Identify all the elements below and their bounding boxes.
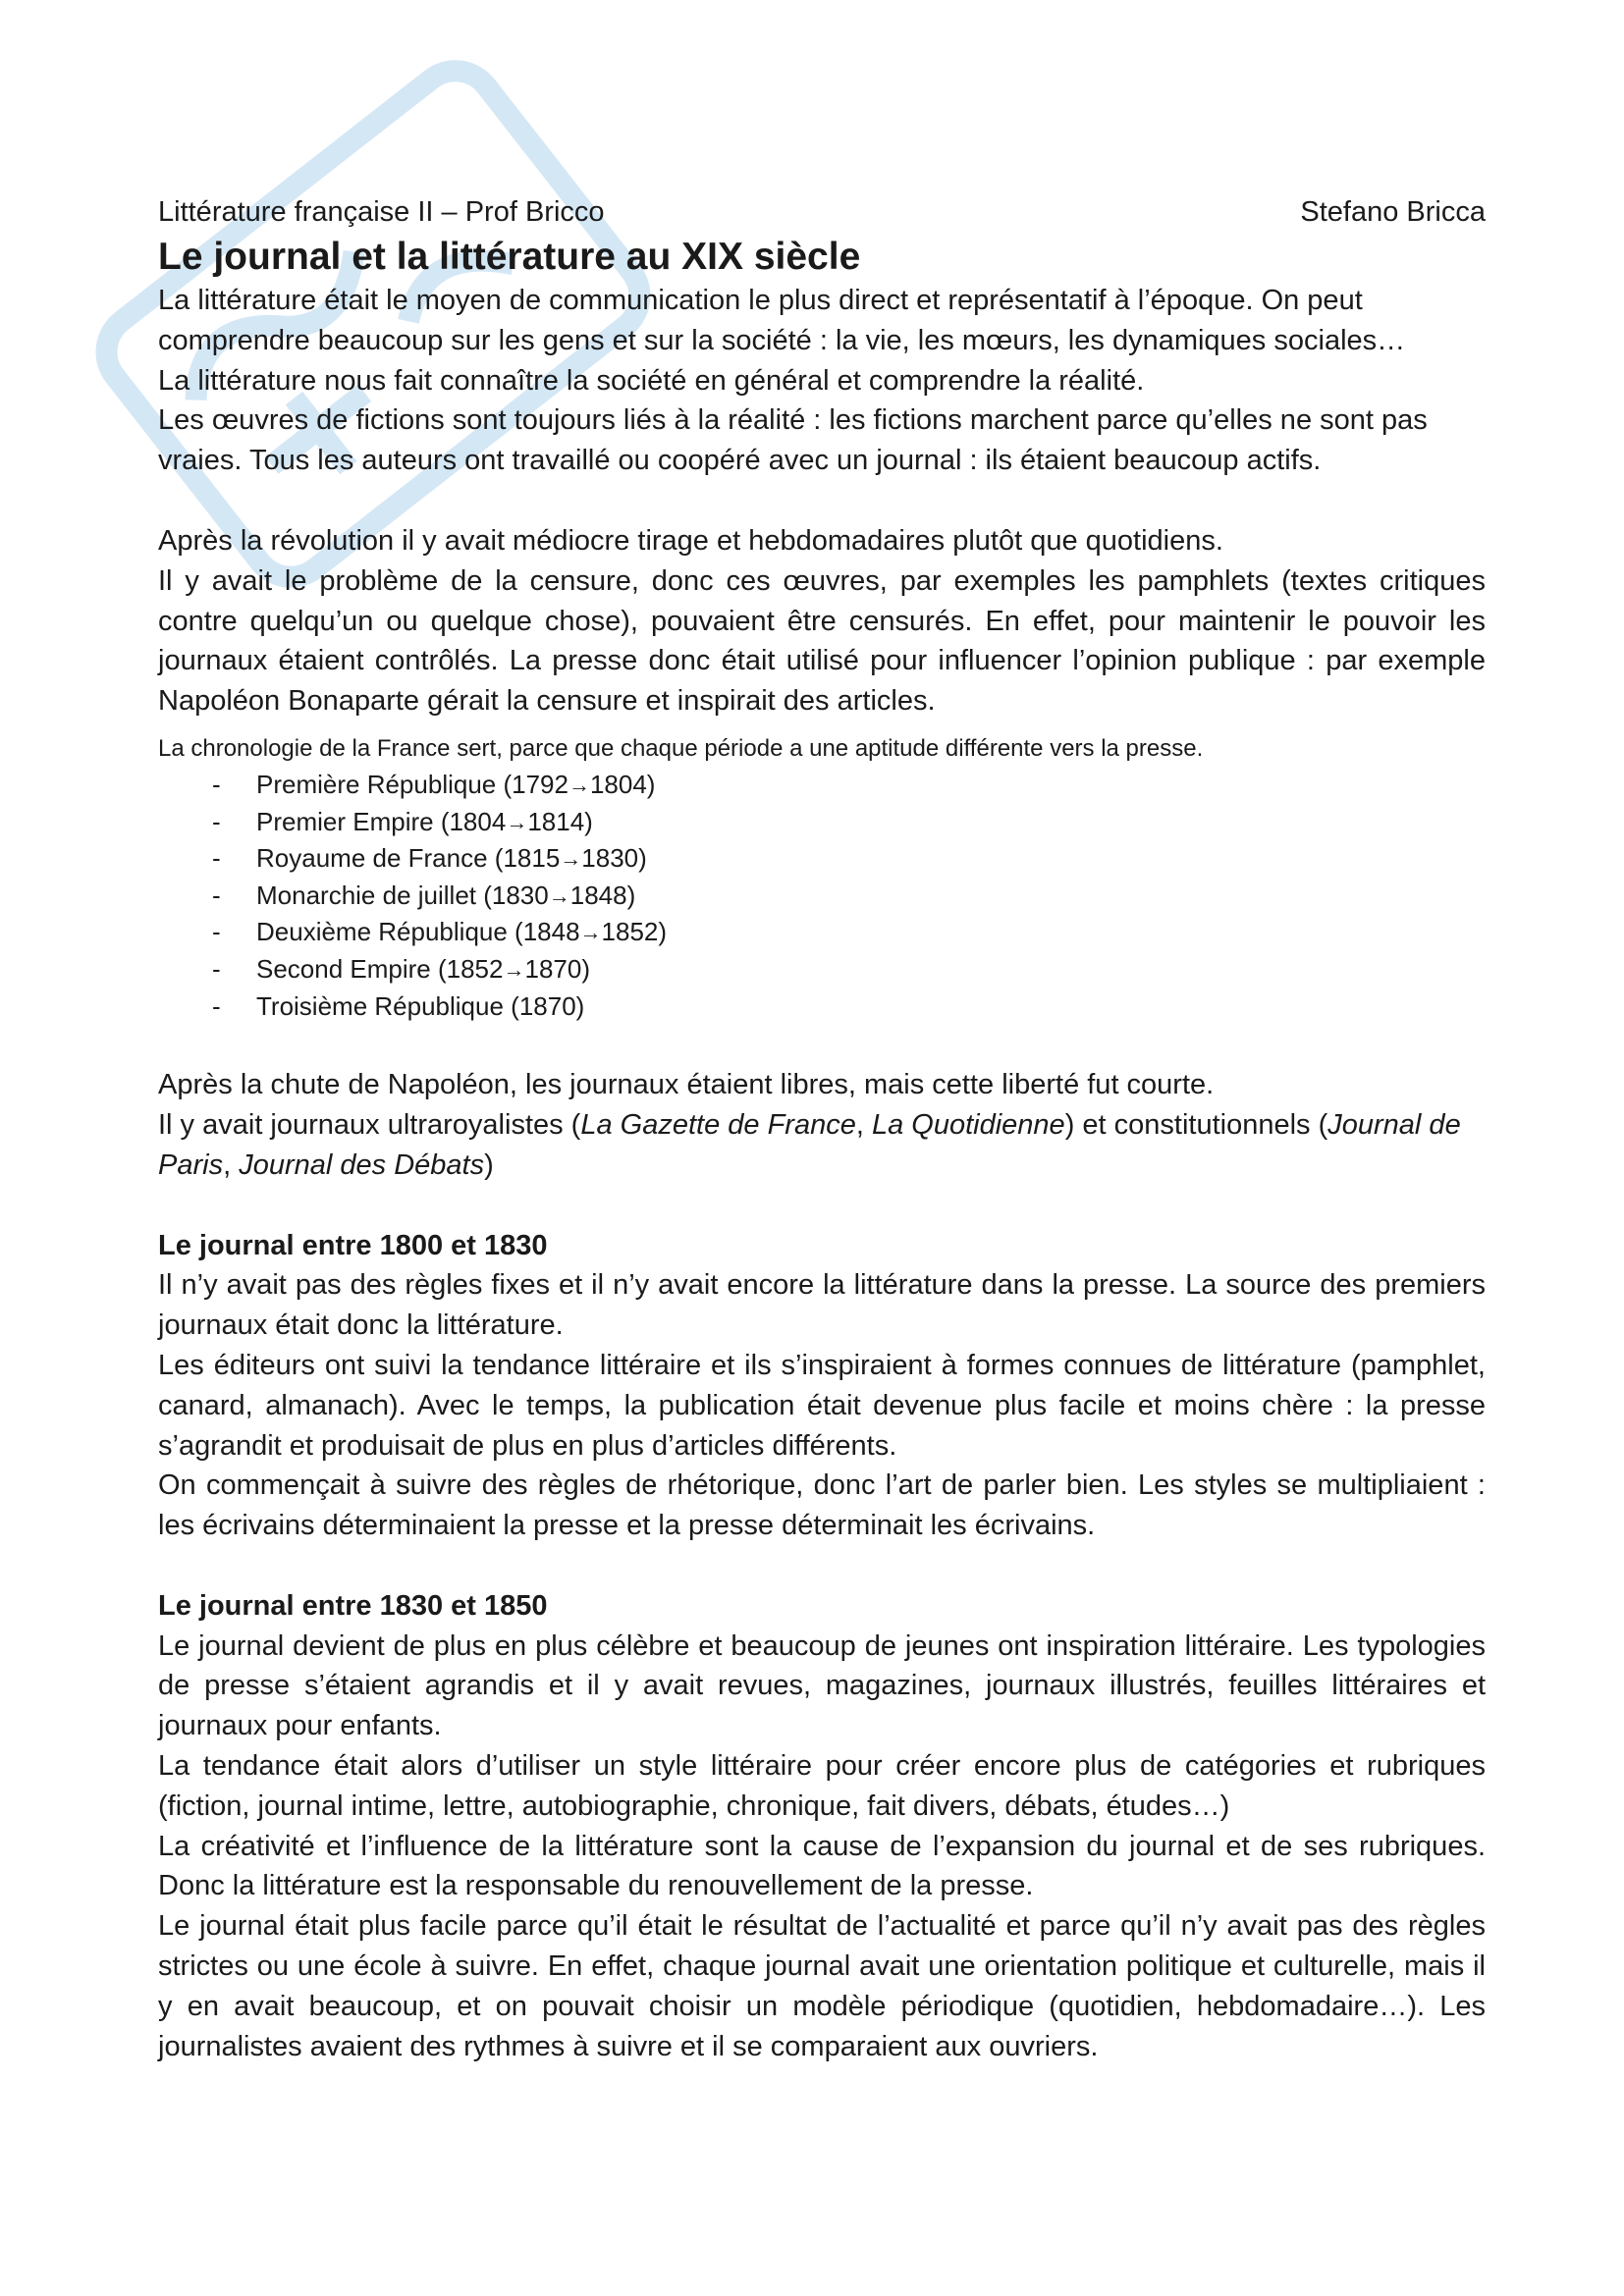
- arrow-right-icon: →: [503, 956, 525, 982]
- list-dash: -: [212, 880, 221, 910]
- newspaper-title: Journal de Paris: [158, 1108, 1461, 1181]
- newspaper-title: Journal des Débats: [239, 1148, 485, 1181]
- document-page: [158, 192, 1486, 2066]
- list-dash: -: [212, 990, 221, 1021]
- list-dash: -: [212, 769, 221, 799]
- arrow-right-icon: →: [579, 920, 602, 945]
- section1830-paragraph-1: Le journal devient de plus en plus célèbre et beaucoup de jeunes ont inspiration littéraire. Les typologies de presse s’étaient agrandis et il y avait revues, magazines, journaux illustrés, feuilles littéraires et journaux pour enfants.: [158, 1629, 1486, 1742]
- course-name: Littérature française II – Prof Bricco: [158, 196, 605, 228]
- list-item: - Deuxième République (1848 → 1852): [212, 914, 1486, 951]
- list-dash: -: [212, 953, 221, 984]
- author-name: Stefano Bricca: [1300, 196, 1486, 228]
- napoleon-paragraph-1: Après la chute de Napoléon, les journaux étaient libres, mais cette liberté fut courte.: [158, 1069, 1215, 1101]
- section1800-paragraph-2: Les éditeurs ont suivi la tendance littéraire et ils s’inspiraient à formes connues de littérature (pamphlet, canard, almanach). Avec le temps, la publication était devenue plus facile et moins chère : la presse s’agrandit et produisait de plus en plus d’articles différents.: [158, 1349, 1486, 1462]
- section1830-paragraph-2: La tendance était alors d’utiliser un style littéraire pour créer encore plus de catégories et rubriques (fiction, journal intime, lettre, autobiographie, chronique, fait divers, débats, études…): [158, 1750, 1486, 1822]
- list-item: - Troisième République (1870): [212, 988, 1486, 1026]
- arrow-right-icon: →: [560, 846, 582, 872]
- document-header: [158, 192, 1486, 232]
- intro-paragraph-1: La littérature était le moyen de communication le plus direct et représentatif à l’époque. On peut comprendre beaucoup sur les gens et sur la société : la vie, les mœurs, les dynamiques sociales…: [158, 285, 1406, 356]
- list-item: - Second Empire (1852 → 1870): [212, 951, 1486, 988]
- section1800-paragraph-1: Il n’y avait pas des règles fixes et il n’y avait encore la littérature dans la presse. La source des premiers journaux était donc la littérature.: [158, 1269, 1486, 1342]
- arrow-right-icon: →: [506, 809, 528, 834]
- section-heading-1800-1830: Le journal entre 1800 et 1830: [158, 1229, 548, 1261]
- list-dash: -: [212, 917, 221, 947]
- list-dash: -: [212, 806, 221, 836]
- newspaper-title: La Quotidienne: [871, 1108, 1065, 1141]
- section-heading-1830-1850: Le journal entre 1830 et 1850: [158, 1589, 548, 1622]
- section1800-paragraph-3: On commençait à suivre des règles de rhétorique, donc l’art de parler bien. Les styles se multipliaient : les écrivains déterminaient la presse et la presse déterminait les écrivains.: [158, 1469, 1486, 1542]
- intro-paragraph-2: La littérature nous fait connaître la société en général et comprendre la réalité.: [158, 364, 1145, 397]
- newspaper-title: La Gazette de France: [580, 1108, 856, 1141]
- section1830-paragraph-3: La créativité et l’influence de la littérature sont la cause de l’expansion du journal et de ses rubriques. Donc la littérature est la responsable du renouvellement de la presse.: [158, 1830, 1486, 1902]
- list-item: - Première République (1792 → 1804): [212, 767, 1486, 804]
- list-item: - Premier Empire (1804 → 1814): [212, 804, 1486, 841]
- chronology-intro: La chronologie de la France sert, parce que chaque période a une aptitude différente vers la presse.: [158, 734, 1204, 762]
- revolution-paragraph-1: Après la révolution il y avait médiocre tirage et hebdomadaires plutôt que quotidiens.: [158, 524, 1223, 557]
- arrow-right-icon: →: [548, 882, 570, 908]
- list-item: - Royaume de France (1815 → 1830): [212, 840, 1486, 878]
- list-dash: -: [212, 843, 221, 874]
- section1830-paragraph-4: Le journal était plus facile parce qu’il était le résultat de l’actualité et parce qu’il n’y avait pas des règles strictes ou une école à suivre. En effet, chaque journal avait une orientation politique et culturelle, mais il y en avait beaucoup, et on pouvait choisir un modèle périodique (quotidien, hebdomadaire…). Les journalistes avaient des rythmes à suivre et il se comparaient aux ouvriers.: [158, 1910, 1486, 2062]
- napoleon-paragraph-2: Il y avait journaux ultraroyalistes (La Gazette de France, La Quotidienne) et constitutionnels (Journal de Paris, Journal des Débats): [158, 1108, 1461, 1181]
- arrow-right-icon: →: [568, 772, 590, 797]
- list-item: - Monarchie de juillet (1830 → 1848): [212, 878, 1486, 915]
- chronology-list: [158, 767, 1486, 1025]
- page-title: Le journal et la littérature au XIX siècle: [158, 236, 861, 278]
- revolution-paragraph-2: Il y avait le problème de la censure, donc ces œuvres, par exemples les pamphlets (textes critiques contre quelqu’un ou quelque chose), pouvaient être censurés. En effet, pour maintenir le pouvoir les journaux étaient contrôlés. La presse donc était utilisé pour influencer l’opinion publique : par exemple Napoléon Bonaparte gérait la censure et inspirait des articles.: [158, 564, 1486, 718]
- intro-paragraph-3: Les œuvres de fictions sont toujours liés à la réalité : les fictions marchent parce qu’elles ne sont pas vraies. Tous les auteurs ont travaillé ou coopéré avec un journal : ils étaient beaucoup actifs.: [158, 404, 1428, 477]
